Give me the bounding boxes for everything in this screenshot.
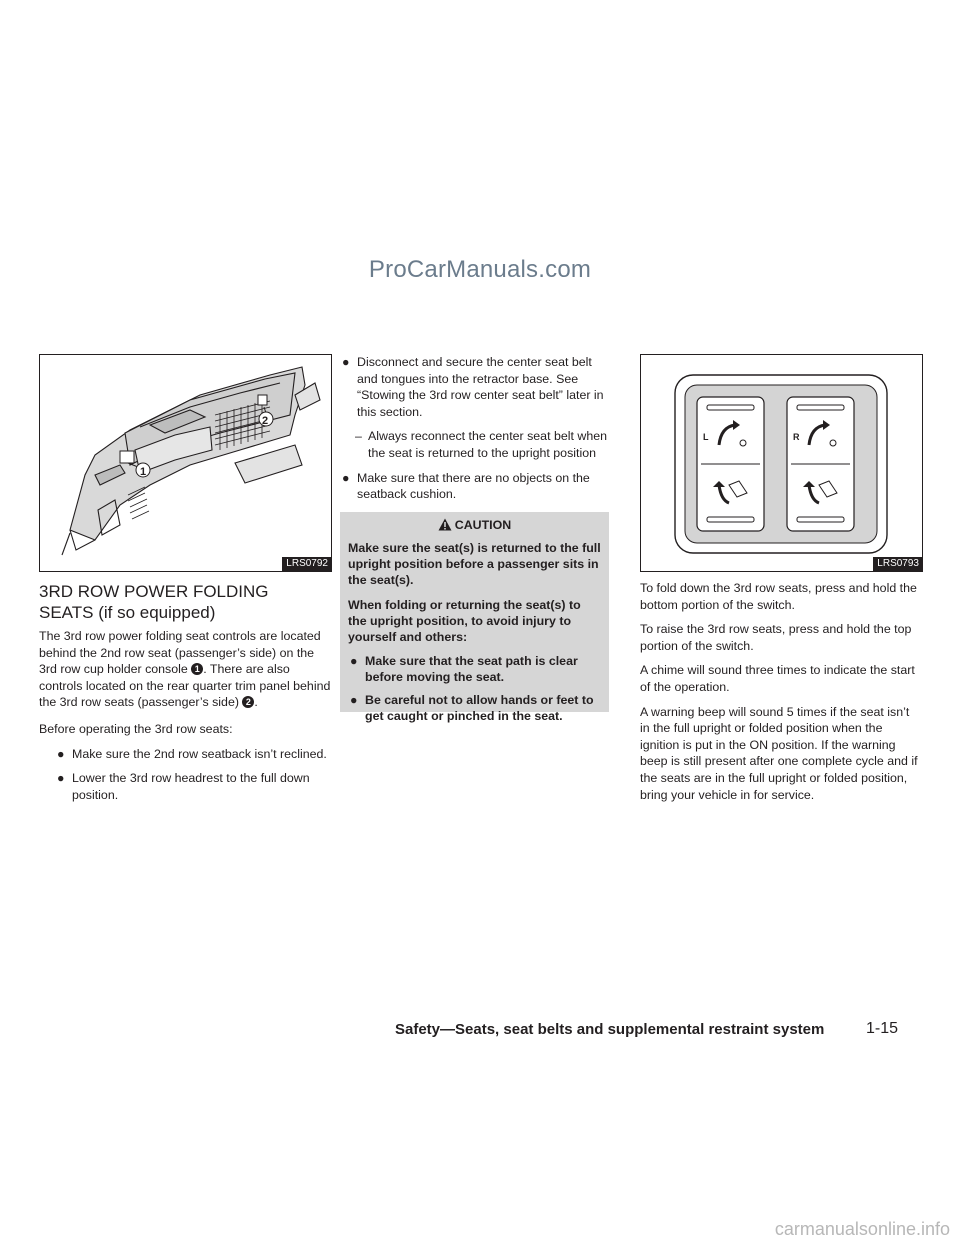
list-item: ● Disconnect and secure the center seat belt and tongues into the retractor base. See “Stowing the 3rd row center seat belt” later in this section.	[342, 355, 604, 419]
paragraph-fold-down: To fold down the 3rd row seats, press and hold the bottom portion of the switch.	[640, 581, 917, 612]
callout-1: 1	[140, 466, 147, 478]
figure-switch-panel	[640, 354, 923, 572]
page-number: 1-15	[866, 1020, 899, 1037]
list-item: ● Lower the 3rd row headrest to the full down position.	[57, 771, 310, 802]
list-item: ● Make sure the 2nd row seatback isn’t reclined.	[57, 746, 327, 761]
sub-list-item: – Always reconnect the center seat belt when the seat is returned to the upright position	[355, 429, 607, 460]
watermark-top: ProCarManuals.com	[368, 256, 592, 283]
heading-line-2: SEATS (if so equipped)	[39, 603, 216, 622]
bullet-icon: ●	[342, 355, 350, 369]
column-1	[39, 628, 331, 803]
callout-2: 2	[262, 415, 269, 427]
caution-title: CAUTION	[348, 518, 601, 532]
paragraph-warning-beep: A warning beep will sound 5 times if the seat isn’t in the full upright or folded position when the ignition is put in the ON position. If the warning beep is still present after one complete cycle and if the seats are in the full upright or folded position, bring your vehicle in for service.	[640, 704, 918, 802]
figure-rear-trim-panel	[39, 354, 332, 572]
figure-code-left: LRS0792	[282, 557, 331, 571]
watermark-bottom: carmanualsonline.info	[774, 1219, 950, 1239]
figure-code-right: LRS0793	[873, 557, 922, 571]
heading-line-1: 3RD ROW POWER FOLDING	[39, 582, 269, 601]
paragraph-chime: A chime will sound three times to indicate the start of the operation.	[640, 663, 915, 694]
bullet-icon: ●	[350, 654, 358, 669]
intro-paragraph: The 3rd row power folding seat controls are located behind the 2nd row seat (passenger’s side) on the 3rd row cup holder console 1 . There are also controls located on the rear quarter trim panel behind the 3rd row seats (passenger’s side) 2 .	[39, 629, 331, 710]
right-switch	[787, 397, 854, 531]
seat-switch-illustration	[641, 355, 922, 571]
column-2	[340, 354, 609, 503]
bullet-icon: ●	[57, 746, 65, 761]
callout-ref-2: 2	[242, 696, 254, 708]
column-3	[640, 580, 922, 803]
list-item: ● Make sure that there are no objects on the seatback cushion.	[342, 470, 590, 502]
before-operating-text: Before operating the 3rd row seats:	[39, 721, 233, 736]
caution-list-item: ● Be careful not to allow hands or feet to get caught or pinched in the seat.	[350, 692, 594, 723]
dash-icon: –	[355, 429, 362, 444]
warning-icon	[438, 518, 452, 531]
switch-label-left: L	[703, 432, 709, 442]
switch-label-right: R	[793, 432, 800, 442]
footer-section-title: Safety—Seats, seat belts and supplemental restraint system	[395, 1021, 825, 1038]
caution-list-item: ● Make sure that the seat path is clear before moving the seat.	[350, 654, 578, 685]
caution-paragraph-2: When folding or returning the seat(s) to the upright position, to avoid injury to yourself and others:	[348, 597, 581, 645]
caution-box	[340, 512, 609, 723]
rear-trim-panel-illustration	[40, 355, 331, 571]
bullet-icon: ●	[350, 692, 358, 707]
section-heading	[39, 581, 329, 623]
caution-paragraph-1: Make sure the seat(s) is returned to the full upright position before a passenger sits in the seat(s).	[348, 541, 601, 588]
left-switch	[697, 397, 764, 531]
paragraph-raise: To raise the 3rd row seats, press and hold the top portion of the switch.	[640, 622, 912, 653]
bullet-icon: ●	[57, 771, 65, 786]
bullet-icon: ●	[342, 470, 350, 485]
callout-ref-1: 1	[191, 663, 203, 675]
